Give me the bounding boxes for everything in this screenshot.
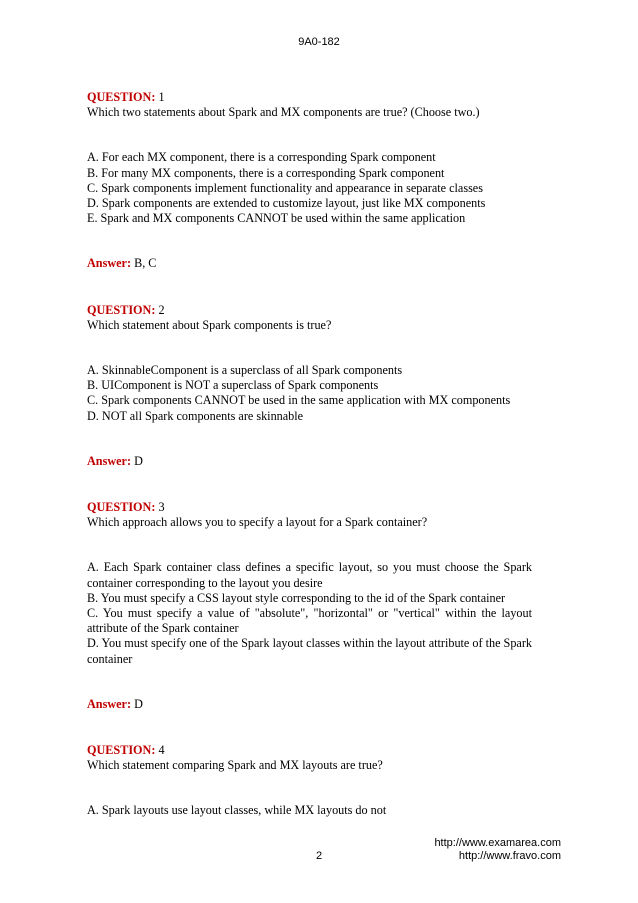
question-block — [87, 500, 532, 743]
page-header: 9A0-182 — [298, 36, 340, 48]
answer-option: A. For each MX component, there is a corresponding Spark component — [87, 150, 436, 165]
answer-label: Answer: — [87, 696, 132, 711]
question-number: 2 — [158, 302, 165, 317]
question-text: Which statement about Spark components is true? — [87, 317, 332, 332]
question-block — [87, 743, 532, 819]
document-body — [87, 90, 532, 819]
question-text: Which statement comparing Spark and MX layouts are true? — [87, 758, 383, 773]
question-heading — [87, 500, 532, 515]
question-text: Which approach allows you to specify a layout for a Spark container? — [87, 515, 428, 530]
question-block — [87, 90, 532, 303]
answer-option: A. Spark layouts use layout classes, while MX layouts do not — [87, 803, 387, 818]
question-heading — [87, 303, 532, 318]
answer-option: D. You must specify one of the Spark layout classes within the layout attribute of the Spark container — [87, 636, 532, 666]
answer-line — [87, 454, 532, 469]
answer-option: C. Spark components implement functionality and appearance in separate classes — [87, 180, 483, 195]
answer-option: D. Spark components are extended to customize layout, just like MX components — [87, 196, 486, 211]
question-heading — [87, 90, 532, 105]
question-heading — [87, 743, 532, 758]
answer-option: B. You must specify a CSS layout style corresponding to the id of the Spark container — [87, 590, 506, 605]
footer-link-fravo[interactable]: http://www.fravo.com — [458, 850, 561, 862]
question-text: Which two statements about Spark and MX components are true? (Choose two.) — [87, 105, 480, 120]
answer-label: Answer: — [87, 256, 132, 271]
question-number: 3 — [158, 500, 165, 515]
answer-value: D — [134, 453, 143, 468]
question-number: 1 — [158, 90, 165, 104]
answer-line — [87, 697, 532, 712]
answer-option: B. For many MX components, there is a corresponding Spark component — [87, 165, 445, 180]
answer-value: B, C — [134, 256, 157, 271]
answer-line — [87, 256, 532, 271]
page-number: 2 — [315, 850, 323, 862]
question-label: QUESTION: — [87, 500, 156, 515]
answer-option: A. Each Spark container class defines a specific layout, so you must choose the Spark container corresponding to the layout you desire — [87, 560, 532, 590]
question-label: QUESTION: — [87, 743, 156, 758]
question-label: QUESTION: — [87, 90, 156, 104]
question-label: QUESTION: — [87, 302, 156, 317]
answer-option: E. Spark and MX components CANNOT be used within the same application — [87, 211, 466, 226]
answer-option: A. SkinnableComponent is a superclass of all Spark components — [87, 363, 403, 378]
answer-label: Answer: — [87, 453, 132, 468]
answer-option: C. You must specify a value of "absolute", "horizontal" or "vertical" within the layout attribute of the Spark container — [87, 606, 532, 636]
question-block — [87, 303, 532, 500]
answer-value: D — [134, 696, 143, 711]
footer-link-examarea[interactable]: http://www.examarea.com — [434, 837, 561, 849]
answer-option: D. NOT all Spark components are skinnable — [87, 408, 304, 423]
question-number: 4 — [158, 743, 165, 758]
answer-option: B. UIComponent is NOT a superclass of Spark components — [87, 378, 379, 393]
answer-option: C. Spark components CANNOT be used in the same application with MX components — [87, 393, 511, 408]
